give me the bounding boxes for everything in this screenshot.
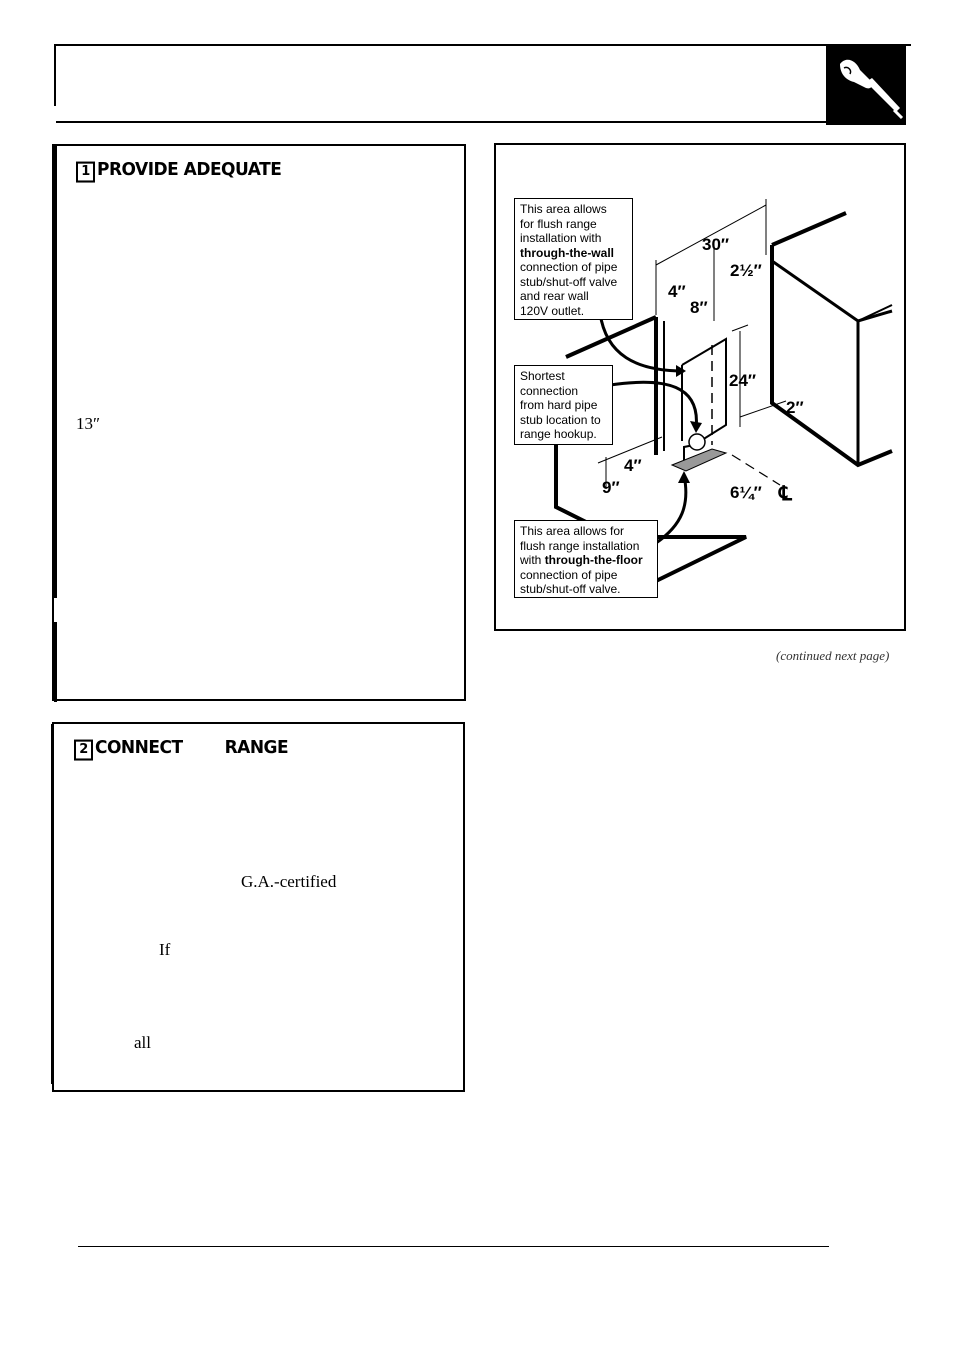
section2-fragment-all: all [134,1033,151,1052]
continued-next-page: (continued next page) [776,648,890,663]
footer-rule [78,1246,829,1247]
section2-title-b: RANGE [224,737,289,759]
dim-6-quarter: 6¼″ [730,483,762,502]
cabinet-outline [772,245,892,465]
section2-title-a: CONNECT [95,737,183,759]
callout-shortest-connection: Shortest connection from hard pipe stub location to range hookup. [514,365,613,445]
arrow-floor [656,475,686,543]
header-frame [54,44,911,106]
dim-2-half: 2½″ [730,261,762,280]
header-rule [56,121,826,123]
section2-number: 2 [74,740,93,761]
section1-left-bar-lower [54,622,57,702]
dim-4-top: 4″ [668,282,686,301]
dim-4-bottom: 4″ [624,456,642,475]
section1-heading [76,159,281,182]
section1-left-bar [54,146,57,598]
floor-area-hatch [672,449,726,471]
counter-top [772,213,846,245]
section-provide-adequate [52,144,466,701]
dim-9: 9″ [602,478,620,497]
section1-number: 1 [76,162,95,183]
dim-8: 8″ [690,298,708,317]
section2-fragment-certified: G.A.-certified [241,872,337,891]
section-connect-range [52,722,465,1092]
wall-left [566,317,656,357]
callout-through-the-wall: This area allows for flush range installation with through-the-wall connection of pipe stub/shut-off valve and rear wall 120V outlet. [514,198,633,320]
hand-holding-pen-icon [826,46,906,125]
section2-heading [74,737,288,760]
arrow-short [610,382,696,429]
section1-fragment: 13″ [76,414,101,433]
section2-fragment-if: If [159,940,171,959]
centerline-symbol: ℄ [779,483,792,505]
pipe-stub-marker [689,434,705,450]
section2-left-bar [51,724,54,1084]
dim-24: 24″ [729,371,757,390]
dim-30: 30″ [702,235,730,254]
callout-through-the-floor: This area allows for flush range installation with through-the-floor connection of pipe stub/shut-off valve. [514,520,658,598]
dim-2: 2″ [786,398,804,417]
section1-title: PROVIDE ADEQUATE [97,159,282,181]
